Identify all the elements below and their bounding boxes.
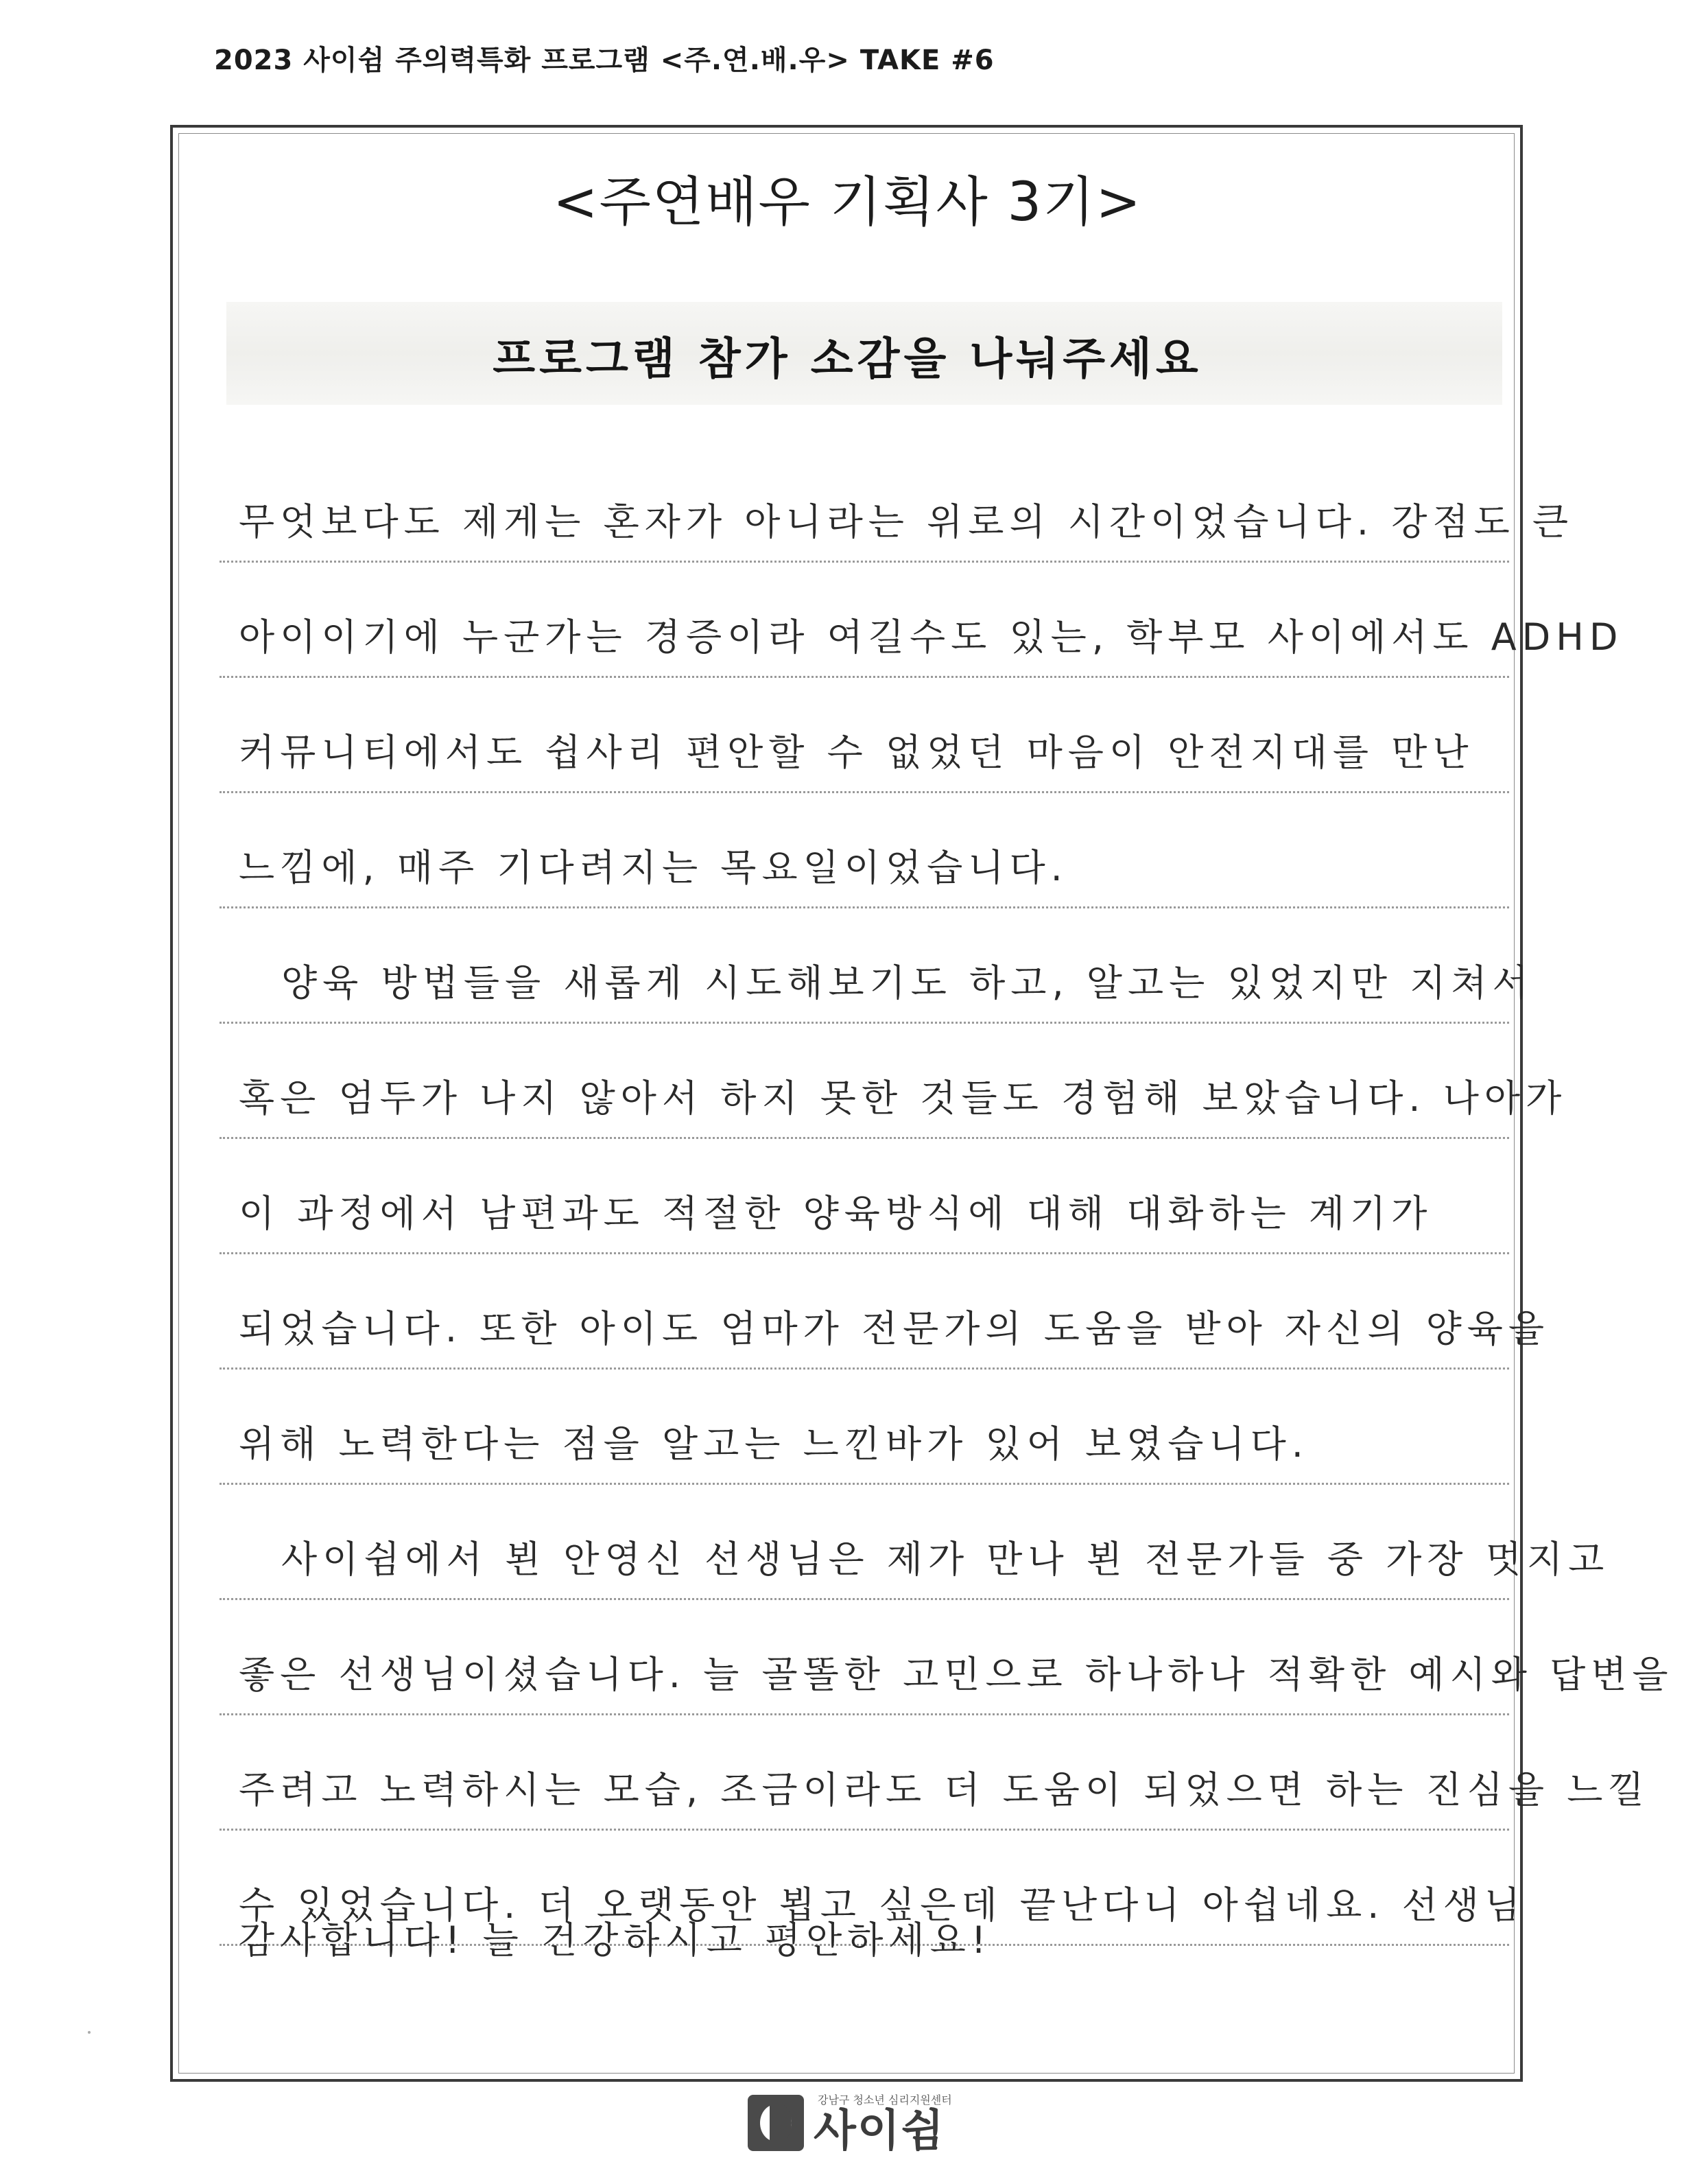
- writing-line: [220, 793, 1509, 908]
- org-logo-text: 사이쉼: [814, 2105, 945, 2157]
- handwritten-text: 좋은 선생님이셨습니다. 늘 골똘한 고민으로 하나하나 적확한 예시와 답변을: [239, 1653, 1674, 1696]
- handwritten-text: 수 있었습니다. 더 오랫동안 뵙고 싶은데 끝난다니 아쉽네요. 선생님: [239, 1883, 1526, 1927]
- writing-line: [220, 1715, 1650, 1831]
- handwritten-text: 되었습니다. 또한 아이도 엄마가 전문가의 도움을 받아 자신의 양육을: [239, 1307, 1550, 1350]
- document-header: 2023 사이쉼 주의력특화 프로그램 <주.연.배.우> TAKE #6: [214, 45, 995, 76]
- handwritten-text: 무엇보다도 제게는 혼자가 아니라는 위로의 시간이었습니다. 강점도 큰: [239, 500, 1574, 543]
- writing-line: [220, 1139, 1509, 1254]
- logo-text-group: [814, 2091, 952, 2155]
- handwritten-text: 혹은 엄두가 나지 않아서 하지 못한 것들도 경험해 보았습니다. 나아가: [239, 1077, 1567, 1120]
- org-name-small: 강남구 청소년 심리지원센터: [818, 2093, 952, 2106]
- handwritten-text: 느낌에, 매주 기다려지는 목요일이었습니다.: [239, 846, 1068, 889]
- handwritten-text: 양육 방법들을 새롭게 시도해보기도 하고, 알고는 있었지만 지쳐서: [281, 961, 1534, 1005]
- writing-line: [220, 1370, 1509, 1485]
- writing-line: [220, 447, 1574, 563]
- writing-line: [220, 1485, 1610, 1600]
- writing-line: [220, 1024, 1567, 1139]
- writing-line: [220, 1254, 1550, 1370]
- handwritten-text: 사이쉼에서 뵌 안영신 선생님은 제가 만나 뵌 전문가들 중 가장 멋지고: [281, 1538, 1610, 1581]
- handwritten-text: 커뮤니티에서도 쉽사리 편안할 수 없었던 마음이 안전지대를 만난: [239, 731, 1474, 774]
- handwritten-text: 이 과정에서 남편과도 적절한 양육방식에 대해 대화하는 계기가: [239, 1192, 1433, 1235]
- handwritten-text: 아이이기에 누군가는 경증이라 여길수도 있는, 학부모 사이에서도 ADHD: [239, 615, 1624, 659]
- writing-line: [220, 908, 1534, 1024]
- org-logo-icon: [748, 2095, 804, 2151]
- form-title-text: <주연배우 기획사 3기>: [553, 172, 1142, 233]
- scan-speck: [88, 2031, 91, 2034]
- form-title: [0, 159, 1695, 236]
- writing-lines: [220, 447, 1674, 1946]
- handwritten-text: 위해 노력한다는 점을 알고는 느낀바가 있어 보였습니다.: [239, 1422, 1309, 1466]
- writing-line: [220, 1600, 1674, 1715]
- footer-logo: [748, 2082, 952, 2164]
- writing-line: [220, 678, 1509, 793]
- handwritten-text: 주려고 노력하시는 모습, 조금이라도 더 도움이 되었으면 하는 진심을 느낄: [239, 1768, 1650, 1811]
- form-subtitle: 프로그램 참가 소감을 나눠주세요: [493, 334, 1202, 385]
- writing-line: [220, 563, 1624, 678]
- handwritten-closing: 감사합니다! 늘 건강하시고 평안하세요!: [239, 1918, 992, 1962]
